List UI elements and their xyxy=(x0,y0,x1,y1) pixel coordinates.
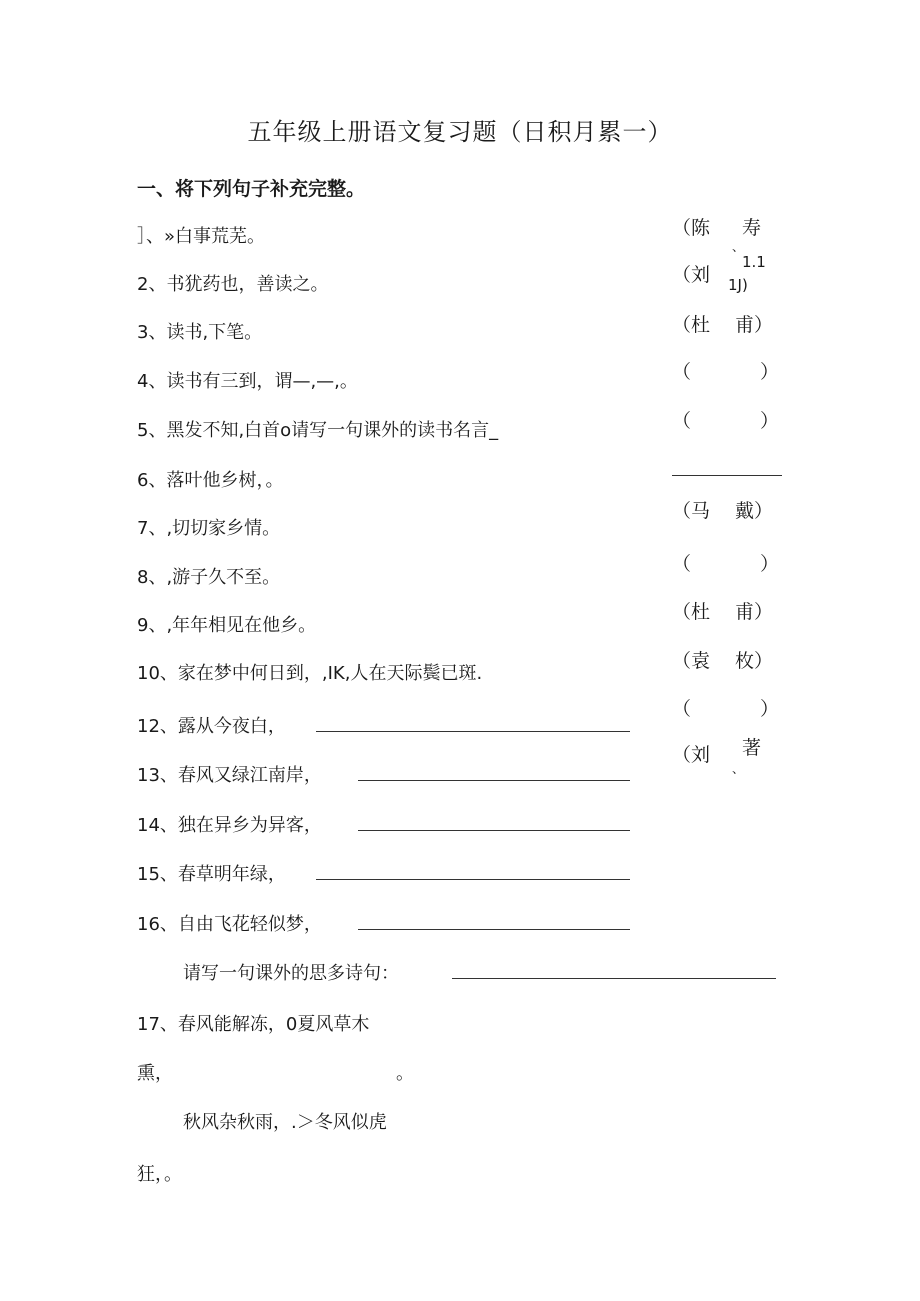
author-1-mark: 、 xyxy=(732,240,745,254)
author-7: （马 戴） xyxy=(672,500,774,522)
author-10: （袁 枚） xyxy=(672,650,774,672)
answer-line-extra[interactable] xyxy=(452,978,776,979)
extra-poem-prompt: 请写一句课外的思多诗句： xyxy=(183,963,399,984)
answer-line-13[interactable] xyxy=(358,780,630,781)
author-13-right: 著 xyxy=(742,737,762,759)
question-14: 14、独在异乡为异客， xyxy=(137,815,322,836)
question-8: 8、,游子久不至。 xyxy=(137,567,281,588)
author-3: （杜 甫） xyxy=(672,314,774,336)
author-5-open: （ xyxy=(672,410,692,432)
section-heading: 一、将下列句子补充完整。 xyxy=(137,178,366,200)
answer-line-15[interactable] xyxy=(316,879,630,880)
answer-line-14[interactable] xyxy=(358,830,630,831)
author-2-right-bottom: 1J) xyxy=(728,276,748,294)
question-6: 6、落叶他乡树，。 xyxy=(137,470,284,491)
author-12-open: （ xyxy=(672,698,692,720)
page-title: 五年级上册语文复习题（日积月累一） xyxy=(247,118,673,146)
author-8-close: ） xyxy=(760,553,780,575)
question-9: 9、,年年相见在他乡。 xyxy=(137,615,317,636)
author-4-close: ） xyxy=(760,361,780,383)
author-9: （杜 甫） xyxy=(672,601,774,623)
author-2-left: （刘 xyxy=(672,264,711,286)
question-12: 12、露从今夜白， xyxy=(137,716,286,737)
author-12-close: ） xyxy=(760,698,780,720)
author-13-left: （刘 xyxy=(672,744,711,766)
question-17-line3: 秋风杂秋雨，.＞冬风似虎 xyxy=(183,1112,387,1133)
question-17-line4: 狂，。 xyxy=(137,1164,182,1185)
answer-line-16[interactable] xyxy=(358,929,630,930)
question-16: 16、自由飞花轻似梦， xyxy=(137,914,322,935)
author-2-right-top: 1.1 xyxy=(742,253,766,271)
question-10: 10、家在梦中何日到，,IK,人在天际鬓已斑. xyxy=(137,663,483,684)
answer-line-12[interactable] xyxy=(316,731,630,732)
question-5: 5、黑发不知,白首o请写一句课外的读书名言_ xyxy=(137,420,499,441)
author-1-left: （陈 xyxy=(672,217,711,239)
author-5-close: ） xyxy=(760,410,780,432)
author-4-open: （ xyxy=(672,361,692,383)
question-7: 7、,切切家乡情。 xyxy=(137,518,281,539)
author-8-open: （ xyxy=(672,553,692,575)
author-1-right: 寿 xyxy=(742,217,762,239)
author-13-mark: 、 xyxy=(732,762,745,776)
question-15: 15、春草明年绿， xyxy=(137,864,286,885)
question-2: 2、书犹药也，善读之。 xyxy=(137,274,329,295)
question-3: 3、读书,下笔。 xyxy=(137,322,263,343)
question-13: 13、春风又绿江南岸， xyxy=(137,765,322,786)
question-17-line2-end: 。 xyxy=(396,1063,414,1084)
question-17-line2: 熏， xyxy=(137,1063,173,1084)
author-6-line[interactable] xyxy=(672,475,782,476)
question-1: ］、»白事荒芜。 xyxy=(137,226,266,247)
question-4: 4、读书有三到，谓—,—,。 xyxy=(137,371,358,392)
question-17-line1: 17、春风能解冻，0夏风草木 xyxy=(137,1014,370,1035)
